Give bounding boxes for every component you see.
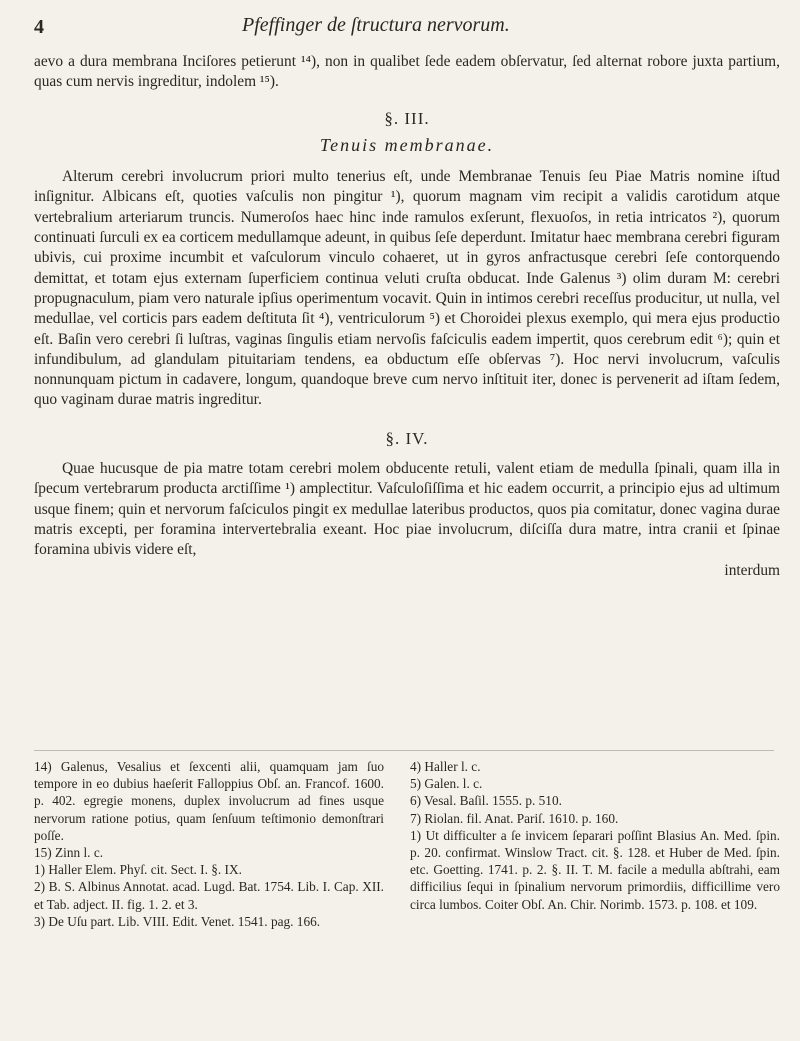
paragraph-medulla-spinalis: Quae hucusque de pia matre totam cerebri molem obducente retuli, valent etiam de medulla ſpinali, quam illa in ſpecum vertebrarum producta arctiſſime ¹) amplectitur. Vaſculoſiſſima et hic eadem occurrit, a principio ejus ad ultimum usque finem; quin et nervorum faſciculos pingit ex medullae lateribus productos, quos pia comitatur, donec vagina durae matris excepti, per foramina intervertebralia exeant. Hoc piae involucrum, diſciſſa dura matre, intra cranii et ſpinae foramina ubivis videre eſt, [34, 460, 780, 559]
page-header [34, 14, 774, 54]
footnote-7: 7) Riolan. fil. Anat. Pariſ. 1610. p. 160. [410, 810, 619, 826]
footnote-14: 14) Galenus, Vesalius et ſexcenti alii, quamquam jam ſuo tempore in eo dubius haeſerit Falloppius Obſ. an. Francof. 1600. p. 402. egregie monens, duplex involucrum ad fines usque nervorum ratione potius, quam ſenſuum teſtimonio demonſtrari poſſe. [34, 759, 384, 843]
footnote-5: 5) Galen. l. c. [410, 776, 483, 792]
paragraph-pia-mater: Alterum cerebri involucrum priori multo tenerius eſt, unde Membranae Tenuis ſeu Piae Matris nomine iſtud inſignitur. Albicans eſt, quoties vaſculis non pingitur ¹), quorum magnam vim recipit a validis carotidum atque vertebralium arteriarum truncis. Numeroſos haec hinc inde ramulos exſerunt, flexuoſos, in retia intricatos ²), quorum continuati ſurculi ex ea corticem medullamque adeunt, in quibus ſeſe deperdunt. Imitatur haec membrana cerebri figuram ubivis, cui proxime incumbit et vaſculorum vinculo cohaeret, ut in gyros anfractusque cerebri ſeſe contorquendo demittat, et totam ejus externam ſuperficiem continua veluti cruſta obducat. Inde Galenus ³) olim duram M: cerebri propugnaculum, piam vero naturale ipſius operimentum vocavit. Quin in intimos cerebri receſſus producitur, ut nulla, vel medullae, vel corticis pars eadem deſtituta ſit ⁴), ventriculorum ⁵) et Choroidei plexus exemplo, qui mera ejus productio eſt. Baſin vero cerebri ſi luſtras, vaginas ſingulis etiam nervoſis faſciculis eadem impertit, quos cerebrum edit ⁶); quin et infundibulum, ad glandulam pituitariam tendens, ea obductum eſſe obſervas ⁷). Hoc nervi involucrum, vaſculis nonnunquam pictum in cadavere, longum, quandoque breve cum nervo inſtituit iter, donec is pervenerit ad iſtam ſedem, quo vaginam durae matris ingreditur. [34, 168, 780, 409]
footnote-6: 6) Vesal. Baſil. 1555. p. 510. [410, 793, 562, 809]
main-text [34, 52, 780, 581]
footnote-15: 15) Zinn l. c. [34, 845, 104, 861]
footnotes-right-column [410, 758, 780, 913]
section-heading-4: §. IV. [385, 428, 429, 448]
paragraph-continuation: aevo a dura membrana Inciſores petierunt ¹⁴), non in qualibet ſede eadem obſervatur, ſed alternat robore juxta partium, quas cum nervis ingreditur, indolem ¹⁵). [34, 53, 780, 91]
page-number: 4 [34, 16, 44, 38]
footnote-1a: 1) Haller Elem. Phyſ. cit. Sect. I. §. IX. [34, 862, 242, 878]
footnote-4: 4) Haller l. c. [410, 759, 481, 774]
footnote-3: 3) De Uſu part. Lib. VIII. Edit. Venet. 1541. pag. 166. [34, 913, 321, 929]
catchword: interdum [724, 561, 780, 579]
footnote-divider [34, 750, 774, 751]
footnote-2: 2) B. S. Albinus Annotat. acad. Lugd. Bat. 1754. Lib. I. Cap. XII. et Tab. adject. II. fig. 1. 2. et 3. [34, 879, 384, 912]
footnote-1b: 1) Ut difficulter a ſe invicem ſeparari poſſint Blasius An. Med. ſpin. p. 20. confirmat. Winslow Tract. cit. §. 128. et Huber de Med. ſpin. etc. Goetting. 1741. p. 2. §. II. T. M. facile a medulla abſtrahi, eam difficilius ſequi in ſpinalium nervorum primordiis, difficillime vero circa lumbos. Coiter Obſ. An. Chir. Norimb. 1573. p. 108. et 109. [410, 827, 780, 912]
section-title-tenuis: Tenuis membranae. [319, 134, 495, 155]
running-title: Pfeffinger de ſtructura nervorum. [242, 14, 510, 36]
footnotes-left-column [34, 758, 384, 930]
section-heading-3: §. III. [384, 108, 430, 128]
